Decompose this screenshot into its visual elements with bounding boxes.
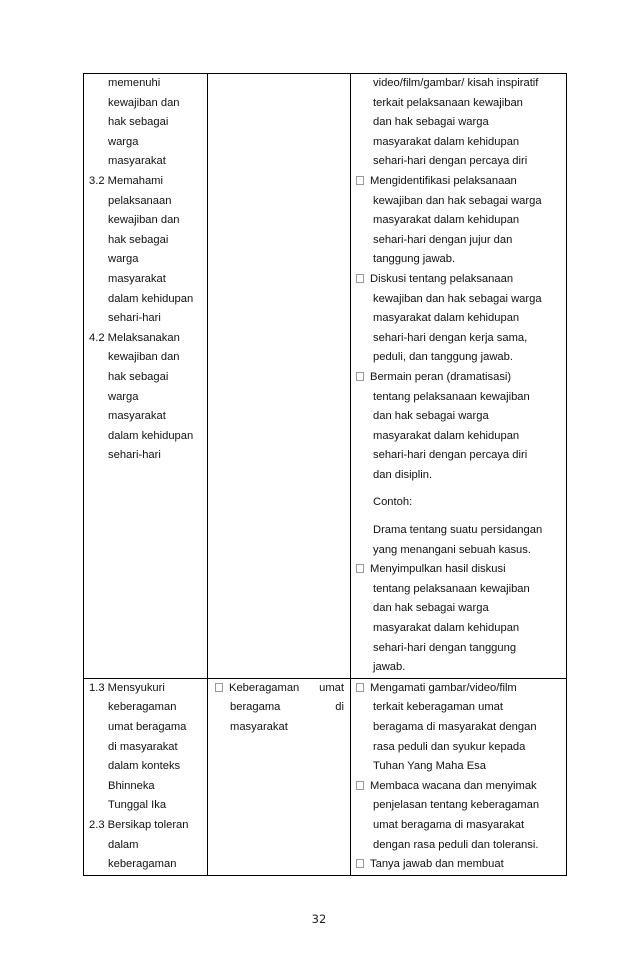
competency-line: 3.2 Memahami [89, 174, 163, 187]
material-word: Keberagaman [229, 681, 300, 694]
bullet-icon [356, 176, 364, 185]
activity-line: beragama di masyarakat dengan [373, 721, 537, 733]
material-word: umat [319, 681, 344, 694]
activity-bullet-line [351, 270, 566, 290]
bullet-icon [356, 274, 364, 283]
activity-line: tanggung jawab. [373, 253, 456, 266]
competency-line: di masyarakat [108, 740, 178, 753]
material-word: beragama [230, 701, 281, 714]
activity-line: Tuhan Yang Maha Esa [373, 760, 486, 773]
competency-cell [84, 74, 208, 679]
competency-line: kewajiban dan [108, 351, 180, 364]
bullet-icon [215, 683, 223, 692]
material-cell [208, 678, 351, 875]
activity-line: video/film/gambar/ kisah inspiratif [373, 77, 539, 89]
activity-line: Drama tentang suatu persidangan [373, 524, 543, 537]
material-line [208, 679, 350, 699]
table-row [84, 678, 567, 875]
activity-line: tentang pelaksanaan kewajiban [373, 582, 530, 595]
material-cell [208, 74, 351, 679]
material-line: masyarakat [230, 721, 288, 733]
activity-line: terkait pelaksanaan kewajiban [373, 96, 523, 109]
activity-line: sehari-hari dengan percaya diri [373, 155, 528, 168]
activity-line: rasa peduli dan syukur kepada [373, 740, 526, 753]
competency-line: hak sebagai [108, 233, 169, 246]
activity-bullet-line [351, 368, 566, 388]
competency-line: keberagaman [108, 858, 177, 871]
competency-line: kewajiban dan [108, 96, 180, 109]
activity-line: sehari-hari dengan kerja sama, [373, 331, 528, 344]
activity-line: dan disiplin. [373, 468, 433, 481]
competency-line: 1.3 Mensyukuri [89, 681, 165, 694]
activity-line: masyarakat dalam kehidupan [373, 312, 520, 325]
activity-line: terkait keberagaman umat [373, 701, 503, 714]
activity-text: Mengidentifikasi pelaksanaan [370, 174, 517, 187]
bullet-icon [356, 372, 364, 381]
competency-line: dalam kehidupan [108, 292, 194, 305]
page-number: 32 [311, 912, 327, 926]
competency-line: dalam kehidupan [108, 429, 194, 442]
activity-line: dan hak sebagai warga [373, 116, 489, 129]
material-line [208, 698, 350, 718]
competency-line: kewajiban dan [108, 214, 180, 227]
activity-cell [351, 74, 567, 679]
activity-line: tentang pelaksanaan kewajiban [373, 390, 530, 403]
activity-bullet-line [351, 777, 566, 797]
bullet-icon [356, 683, 364, 692]
competency-line: masyarakat [108, 410, 166, 423]
activity-line: kewajiban dan hak sebagai warga [373, 292, 542, 305]
activity-line: jawab. [373, 661, 406, 674]
competency-line: masyarakat [108, 272, 166, 285]
competency-line: hak sebagai [108, 370, 169, 383]
activity-text: Membaca wacana dan menyimak [370, 779, 537, 792]
competency-line: memenuhi [108, 77, 161, 89]
activity-line: yang menangani sebuah kasus. [373, 543, 531, 556]
competency-line: masyarakat [108, 155, 166, 168]
activity-line: masyarakat dalam kehidupan [373, 214, 520, 227]
activity-line: dan hak sebagai warga [373, 410, 489, 423]
activity-line: kewajiban dan hak sebagai warga [373, 194, 542, 207]
activity-bullet-line [351, 679, 566, 699]
bullet-icon [356, 564, 364, 573]
activity-line: masyarakat dalam kehidupan [373, 429, 520, 442]
activity-line: sehari-hari dengan tanggung [373, 641, 517, 654]
activity-bullet-line [351, 560, 566, 580]
activity-cell [351, 678, 567, 875]
activity-text: Tanya jawab dan membuat [370, 858, 504, 871]
activity-text: Bermain peran (dramatisasi) [370, 370, 512, 383]
competency-line: dalam konteks [108, 760, 181, 773]
competency-line: keberagaman [108, 701, 177, 714]
table-row [84, 74, 567, 679]
activity-line: umat beragama di masyarakat [373, 818, 525, 831]
activity-line: masyarakat dalam kehidupan [373, 135, 520, 148]
competency-line: 2.3 Bersikap toleran [89, 818, 189, 831]
competency-line: 4.2 Melaksanakan [89, 331, 180, 344]
activity-text: Diskusi tentang pelaksanaan [370, 272, 514, 285]
bullet-icon [356, 859, 364, 868]
activity-text: Mengamati gambar/video/film [370, 681, 517, 694]
competency-line: warga [108, 253, 139, 266]
competency-cell [84, 678, 208, 875]
activity-bullet-line [351, 172, 566, 192]
activity-line: peduli, dan tanggung jawab. [373, 351, 513, 364]
activity-bullet-line [351, 855, 566, 875]
competency-line: warga [108, 135, 139, 148]
activity-line: dan hak sebagai warga [373, 602, 489, 615]
syllabus-table [83, 73, 567, 876]
competency-line: sehari-hari [108, 449, 161, 462]
competency-line: hak sebagai [108, 116, 169, 129]
activity-text: Menyimpulkan hasil diskusi [370, 563, 506, 576]
competency-line: Bhinneka [108, 779, 155, 792]
competency-line: warga [108, 390, 139, 403]
activity-line: sehari-hari dengan jujur dan [373, 233, 513, 246]
competency-line: sehari-hari [108, 312, 161, 325]
competency-line: pelaksanaan [108, 194, 172, 207]
activity-line: sehari-hari dengan percaya diri [373, 449, 528, 462]
activity-line: Contoh: [373, 496, 413, 509]
activity-line: masyarakat dalam kehidupan [373, 622, 520, 635]
bullet-icon [356, 781, 364, 790]
competency-line: dalam [108, 838, 139, 851]
activity-line: dengan rasa peduli dan toleransi. [373, 838, 539, 851]
competency-line: Tunggal Ika [108, 799, 167, 812]
material-word: di [335, 701, 344, 714]
competency-line: umat beragama [108, 721, 187, 733]
activity-line: penjelasan tentang keberagaman [373, 799, 540, 812]
